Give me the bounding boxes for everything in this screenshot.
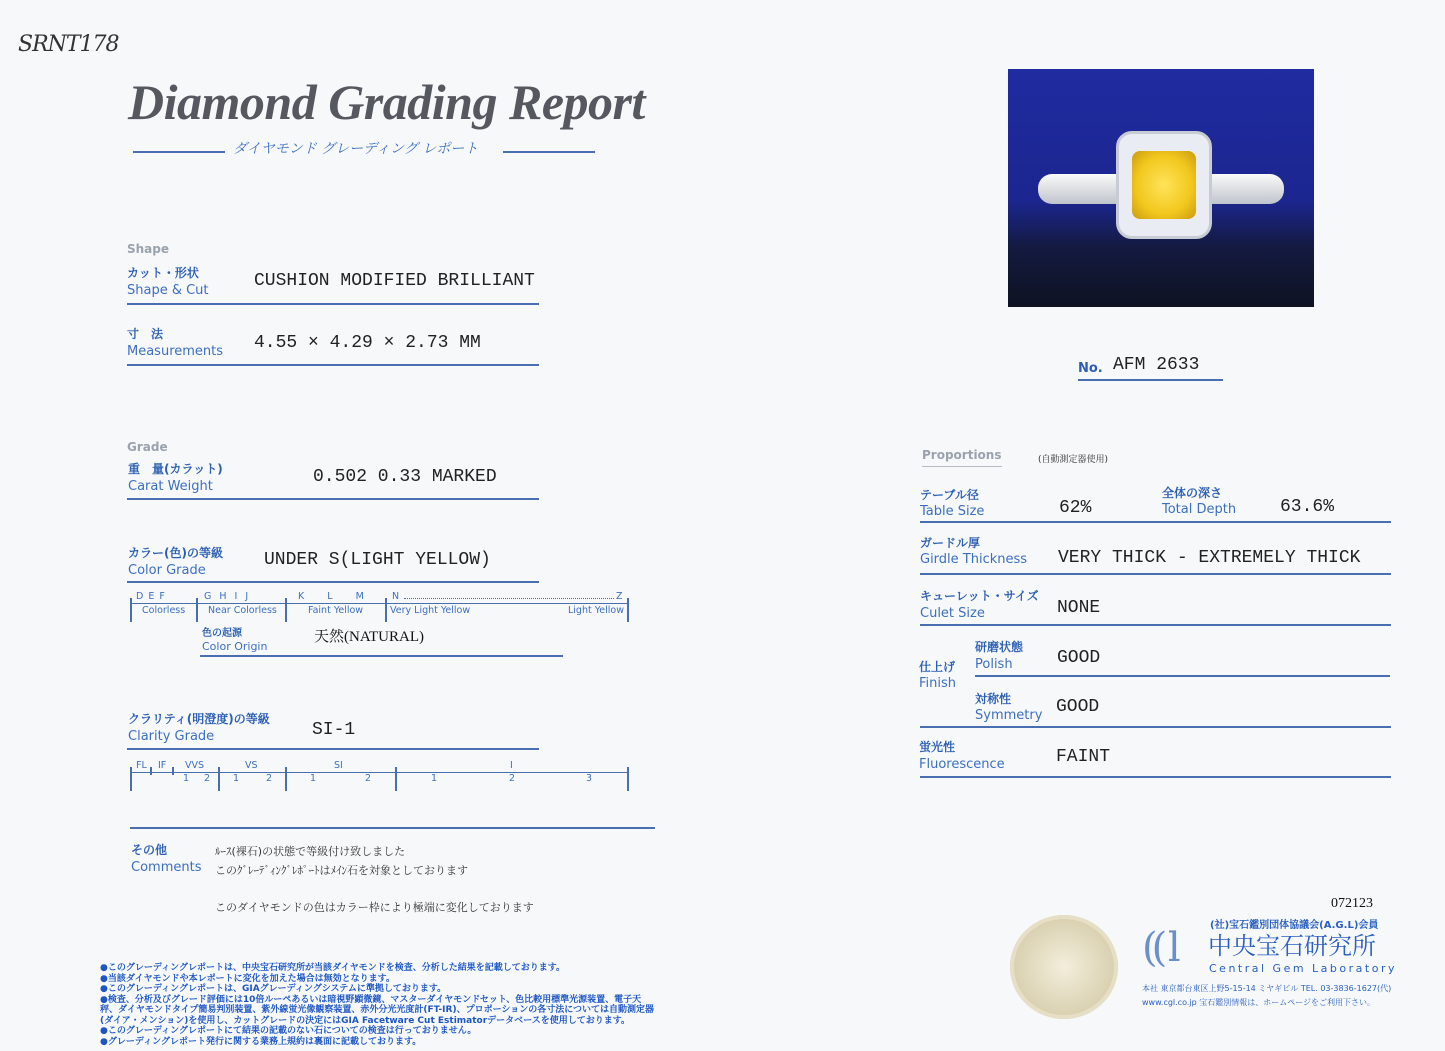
symmetry-label-jp: 対称性 [975,692,1012,706]
divider [127,748,539,750]
clarity-group: SI [334,760,343,771]
yellow-diamond [1132,151,1196,219]
clarity-sub: 2 [204,773,211,784]
divider [920,624,1391,626]
divider [503,151,595,153]
section-proportions: Proportions [922,449,1002,467]
symmetry-label: Symmetry [975,708,1043,723]
fluorescence-label: Fluorescence [919,757,1005,772]
measurements-label: Measurements [127,344,224,359]
dotted-range [404,598,614,599]
culet-value: NONE [1057,598,1101,618]
total-depth-label-jp: 全体の深さ [1162,486,1223,500]
embossed-seal [1010,915,1118,1019]
clarity-value: SI-1 [312,720,356,740]
carat-label-jp: 重 量(カラット) [128,462,223,476]
clarity-sub: 1 [310,773,317,784]
clarity-sub: 1 [183,773,190,784]
comment-line: ﾙｰｽ(裸石)の状態で等級付け致しました [215,845,406,858]
comment-line: このｸﾞﾚｰﾃﾞｨﾝｸﾞﾚﾎﾟｰﾄはﾒｲﾝ石を対象としております [215,864,468,877]
color-letters-colorless: DEF [136,591,170,602]
divider [920,521,1391,523]
lab-website: www.cgl.co.jp 宝石鑑別情報は、ホームページをご利用下さい。 [1142,998,1376,1007]
divider [127,581,539,583]
clarity-sub: 2 [509,773,516,784]
divider [975,675,1390,677]
lab-address: 本社 東京都台東区上野5-15-14 ミヤギビル TEL. 03-3836-1627(代) [1142,984,1392,993]
measurements-value: 4.55 × 4.29 × 2.73 MM [254,333,481,353]
shape-cut-label-jp: カット・形状 [127,266,199,280]
color-group: Near Colorless [208,605,277,616]
report-number-label: No. [1078,361,1103,376]
comments-label-jp: その他 [131,843,168,857]
clarity-group: IF [158,760,167,771]
girdle-label: Girdle Thickness [920,552,1028,567]
table-size-label-jp: テーブル径 [920,488,979,502]
divider [133,151,225,153]
clarity-sub: 2 [266,773,273,784]
divider [920,726,1391,728]
finish-label-jp: 仕上げ [919,660,956,674]
color-label-jp: カラー(色)の等級 [128,546,223,560]
color-letters-faint: K L M [298,591,364,602]
clarity-label-jp: クラリティ(明澄度)の等級 [128,712,270,726]
handwritten-note: SRNT178 [18,32,119,57]
color-origin-label-jp: 色の起源 [202,628,242,639]
section-shape: Shape [127,242,170,256]
comment-line: このダイヤモンドの色はカラー枠により極端に変化しております [215,901,534,914]
color-letter-n: N [392,591,400,602]
color-group: Very Light Yellow [390,605,471,616]
girdle-value: VERY THICK - EXTREMELY THICK [1058,548,1361,568]
color-group: Colorless [142,605,186,616]
girdle-label-jp: ガードル厚 [920,536,981,550]
clarity-sub: 1 [233,773,240,784]
clarity-scale [130,760,628,794]
total-depth-label: Total Depth [1162,502,1237,517]
finish-label: Finish [919,676,957,691]
fluorescence-value: FAINT [1056,747,1111,767]
carat-label: Carat Weight [128,479,213,494]
section-grade: Grade [127,440,168,454]
shape-cut-label: Shape & Cut [127,283,209,298]
clarity-sub: 3 [586,773,593,784]
carat-value: 0.502 0.33 MARKED [313,467,497,487]
clarity-group: FL [136,760,147,771]
diamond-ring-photo [1008,69,1314,307]
polish-label-jp: 研磨状態 [975,640,1024,654]
divider [200,655,563,657]
color-label: Color Grade [128,563,206,578]
clarity-group: VVS [185,760,205,771]
clarity-sub: 2 [365,773,372,784]
report-title: Diamond Grading Report [128,74,645,130]
color-letter-z: Z [616,591,623,602]
clarity-label: Clarity Grade [128,729,215,744]
color-letters-near: GHIJ [204,591,257,602]
footnotes: ●このグレーディングレポートは、中央宝石研究所が当該ダイヤモンドを検査、分析した結果を記載しております。 ●当該ダイヤモンドや本レポートに変化を加えた場合は無効となります。 ●このグレーディングレポートは、GIAグレーディングシステムに準拠しております。 ●検査、分析及びグレード評価には10倍ルーペあるいは暗視野顕微鏡、マスターダイヤモンドセット、色比較用標準光源装置、電子天秤、ダイヤモンドタイプ簡易判別装置、紫外線蛍光像観察装置、赤外分光光度計(FT-IR)、プロポーションの各寸法については自動測定器(ダイア・メンション)を使用し、カットグレードの決定にはGIA Facetware Cut Estimatorデータベースを使用しております。 ●このグレーディングレポートにて結果の記載のない石についての検査は行っておりません。 ●グレーディングレポート発行に関する業務上規約は裏面に記載しております。 [100,963,655,1047]
clarity-group: VS [245,760,258,771]
report-number: AFM 2633 [1113,355,1200,375]
lab-name-jp: 中央宝石研究所 [1208,932,1376,960]
divider [127,303,539,305]
divider [920,573,1391,575]
divider [1078,379,1223,381]
lab-member-note: (社)宝石鑑別団体協議会(A.G.L)会員 [1210,920,1379,931]
polish-value: GOOD [1057,648,1101,668]
serial-number: 072123 [1331,896,1373,911]
clarity-group: I [510,760,513,771]
clarity-sub: 1 [431,773,438,784]
cgl-logo: (( l [1142,925,1175,971]
total-depth-value: 63.6% [1280,497,1335,517]
color-origin-label: Color Origin [202,640,268,653]
symmetry-value: GOOD [1056,697,1100,717]
divider [127,498,539,500]
color-group: Light Yellow [568,605,624,616]
color-scale [130,591,628,626]
proportions-note: (自動測定器使用) [1038,455,1109,465]
comments-label: Comments [131,860,202,875]
report-subtitle: ダイヤモンド グレーディング レポート [233,141,479,157]
culet-label: Culet Size [920,606,985,621]
color-group: Faint Yellow [308,605,364,616]
lab-name-en: Central Gem Laboratory [1209,962,1397,975]
shape-cut-value: CUSHION MODIFIED BRILLIANT [254,271,535,291]
color-origin-value: 天然(NATURAL) [314,629,424,645]
culet-label-jp: キューレット・サイズ [920,589,1039,603]
divider [130,827,655,829]
table-size-label: Table Size [920,504,985,519]
fluorescence-label-jp: 蛍光性 [919,740,956,754]
measurements-label-jp: 寸 法 [127,327,164,341]
table-size-value: 62% [1059,498,1092,518]
polish-label: Polish [975,657,1013,672]
divider [127,364,539,366]
color-value: UNDER S(LIGHT YELLOW) [264,550,491,570]
divider [920,776,1391,778]
